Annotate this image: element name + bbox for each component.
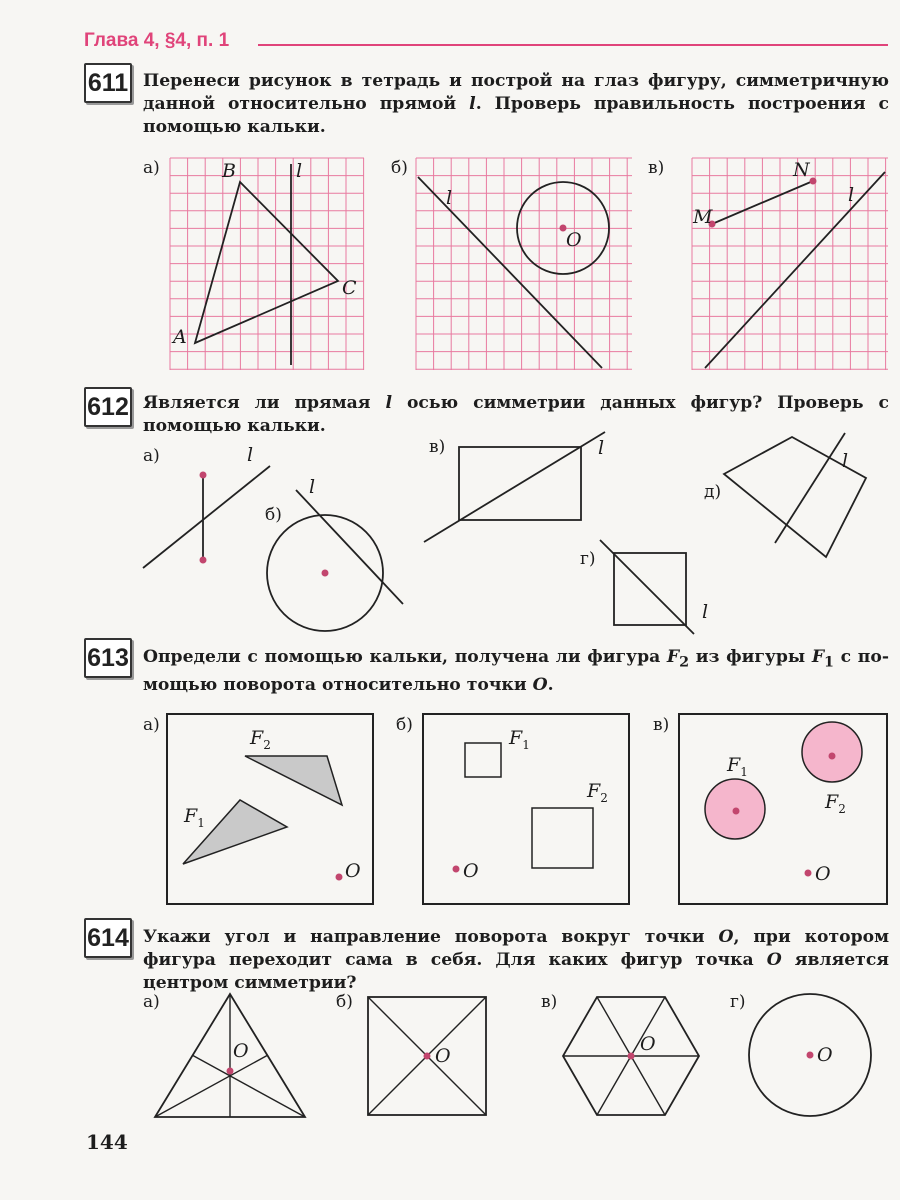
median <box>155 1055 268 1117</box>
point-label-c: C <box>342 277 357 299</box>
symmetry-line-l <box>296 490 403 604</box>
triangle-abc <box>195 182 338 343</box>
task-text-612: Является ли прямая l осью симметрии данных фигур? Проверь с помощью кальки. <box>143 393 889 436</box>
square-f2 <box>532 808 593 868</box>
line-label-l: l <box>702 601 709 623</box>
task-text-614: Укажи угол и направление поворота вокруг точки O, при котором фигура переходит сама в себя. Для каких фигур точка O является центром симметрии? <box>143 927 889 993</box>
figure-label-f2: $F_2$ <box>587 780 608 805</box>
median <box>192 1055 305 1117</box>
figure-label-f2: $F_2$ <box>250 727 271 752</box>
symmetry-line-l <box>775 433 845 543</box>
label-611-b: б) <box>391 158 408 178</box>
line-label-l: l <box>848 184 855 206</box>
task-number-614: 614 <box>84 918 132 958</box>
point-label-o: O <box>817 1044 833 1066</box>
label-612-b: б) <box>265 505 282 525</box>
grid-611-c <box>692 158 888 370</box>
line-label-l: l <box>296 160 303 182</box>
point-label-b: B <box>222 160 236 182</box>
point-o <box>628 1053 635 1060</box>
label-614-d: г) <box>730 992 746 1012</box>
point-center <box>322 570 329 577</box>
figure-label-f1: $F_1$ <box>727 754 748 779</box>
task-text-613: Определи с помощью кальки, получена ли фигура $F_2$ из фигуры $F_1$ с помощью поворота относительно точки O. <box>143 647 889 696</box>
point <box>200 557 207 564</box>
point-o <box>805 870 812 877</box>
task-number-611: 611 <box>84 63 132 103</box>
point-label-o: O <box>435 1045 451 1067</box>
label-612-e: д) <box>704 482 722 502</box>
square-f1 <box>465 743 501 777</box>
figure-label-f2: $F_2$ <box>825 791 846 816</box>
line-label-l: l <box>842 450 849 472</box>
line-label-l: l <box>446 187 453 209</box>
line-label-l: l <box>309 476 316 498</box>
point-o <box>336 874 343 881</box>
task-number-612: 612 <box>84 387 132 427</box>
point-label-o: O <box>566 229 582 251</box>
point-o <box>424 1053 431 1060</box>
point <box>200 472 207 479</box>
point-label-o: O <box>233 1040 249 1062</box>
line-label-l: l <box>598 437 605 459</box>
label-614-c: в) <box>541 992 558 1012</box>
label-611-a: а) <box>143 158 160 178</box>
symmetry-line-l <box>705 172 885 368</box>
task-number-613: 613 <box>84 638 132 678</box>
point-o <box>807 1052 814 1059</box>
label-614-a: а) <box>143 992 160 1012</box>
symmetry-line-l <box>424 432 605 542</box>
point-n <box>810 178 817 185</box>
label-612-c: в) <box>429 437 446 457</box>
point-o <box>227 1068 234 1075</box>
symmetry-line-l <box>143 466 270 568</box>
label-613-a: а) <box>143 715 160 735</box>
label-613-b: б) <box>396 715 413 735</box>
point-label-o: O <box>640 1033 656 1055</box>
point-label-n: N <box>793 159 810 181</box>
circle-f2-center <box>829 753 836 760</box>
circle-f2 <box>802 722 862 782</box>
label-612-a: а) <box>143 446 160 466</box>
point-label-m: M <box>693 206 713 228</box>
chapter-header: Глава 4, §4, п. 1 <box>84 30 230 51</box>
point-o <box>453 866 460 873</box>
label-613-c: в) <box>653 715 670 735</box>
task-text-611: Перенеси рисунок в тетрадь и построй на глаз фигуру, симметричную данной относительно прямой l. Проверь правильность построения с помощью кальки. <box>143 71 889 137</box>
point-label-o: O <box>815 863 831 885</box>
point-label-a: A <box>173 326 187 348</box>
point-label-o: O <box>463 860 479 882</box>
label-612-d: г) <box>580 549 596 569</box>
circle-f1-center <box>733 808 740 815</box>
label-611-c: в) <box>648 158 665 178</box>
triangle-f2 <box>245 756 342 805</box>
point-label-o: O <box>345 860 361 882</box>
grid-611-a <box>170 158 364 370</box>
line-label-l: l <box>247 444 254 466</box>
figure-label-f1: $F_1$ <box>184 805 205 830</box>
page-number: 144 <box>86 1130 128 1154</box>
label-614-b: б) <box>336 992 353 1012</box>
figure-label-f1: $F_1$ <box>509 727 530 752</box>
